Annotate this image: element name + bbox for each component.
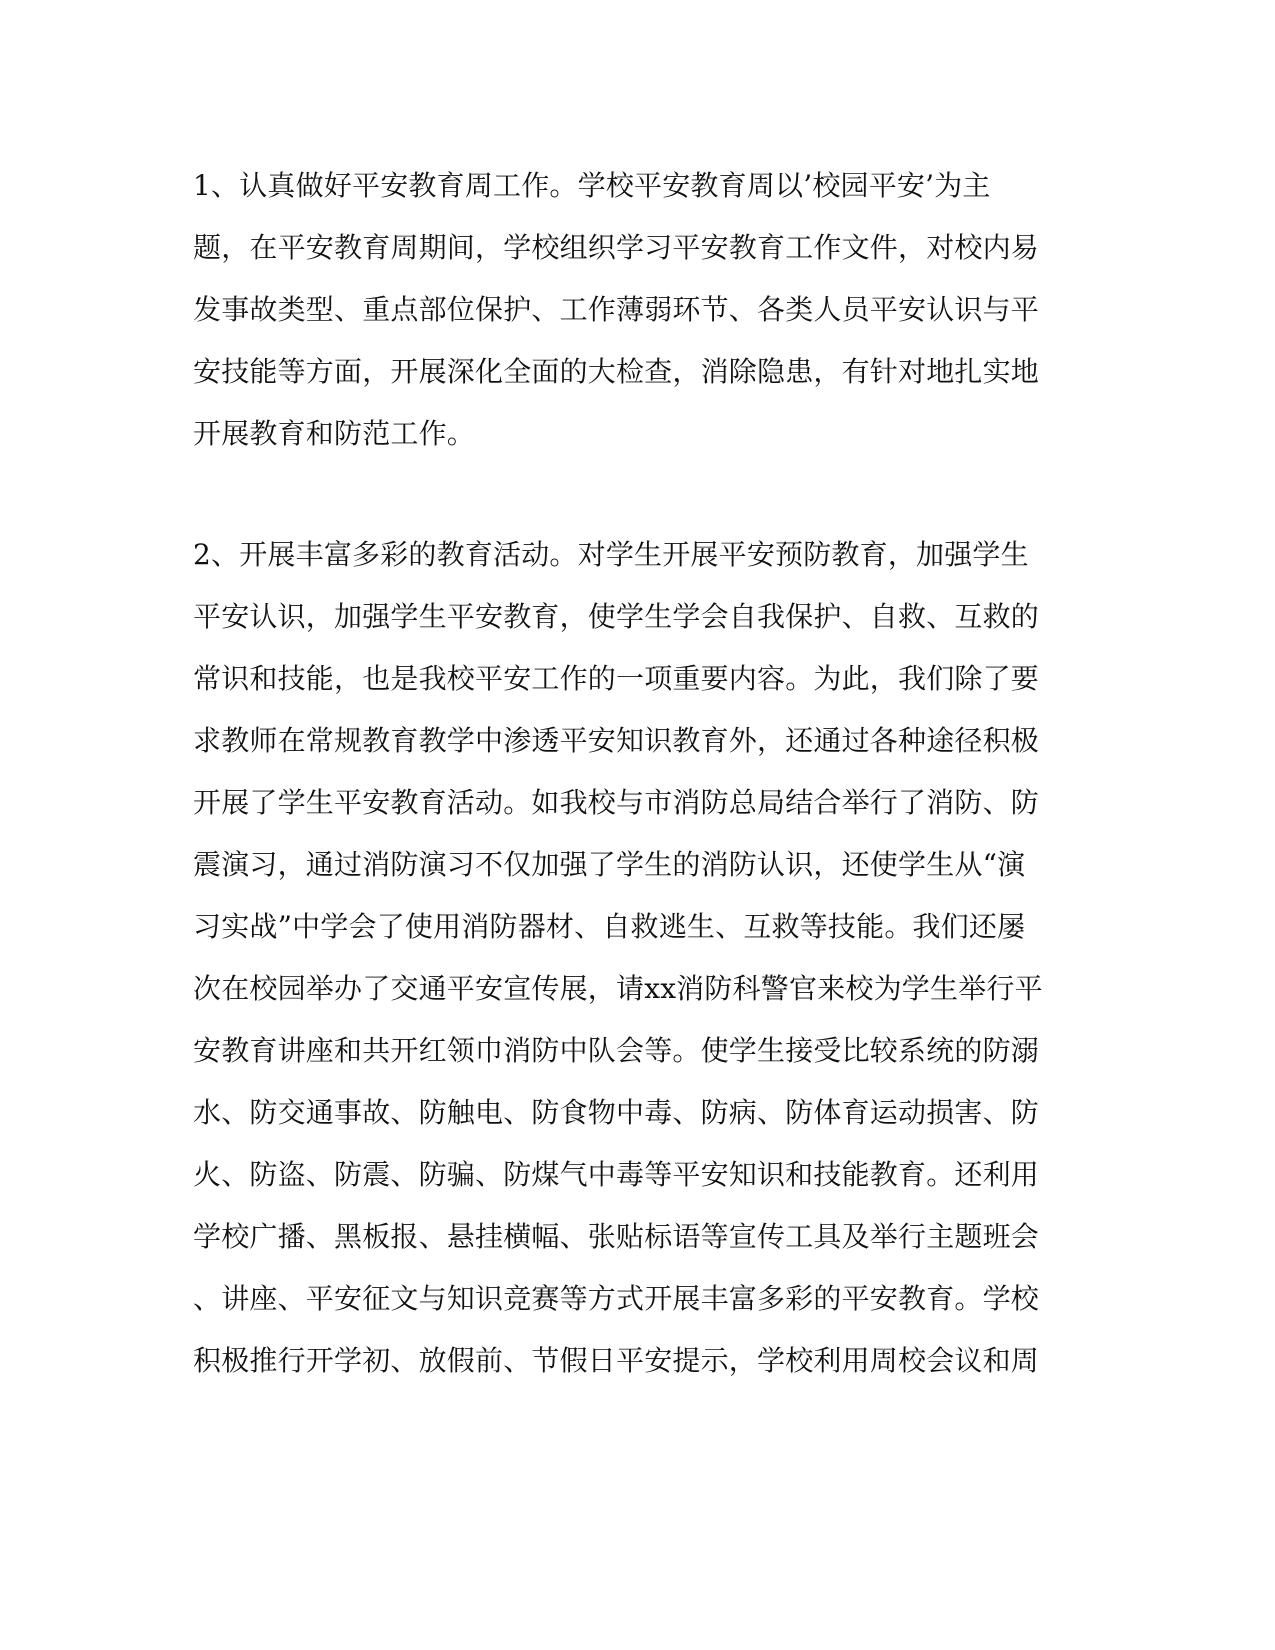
paragraph-line: 火、防盗、防震、防骗、防煤气中毒等平安知识和技能教育。还利用: [193, 1158, 1040, 1191]
paragraph-line: 水、防交通事故、防触电、防食物中毒、防病、防体育运动损害、防: [193, 1096, 1040, 1129]
paragraph-line: 开展了学生平安教育活动。如我校与市消防总局结合举行了消防、防: [193, 786, 1040, 819]
paragraph-line: 学校广播、黑板报、悬挂横幅、张贴标语等宣传工具及举行主题班会: [193, 1220, 1040, 1253]
paragraph-line: 平安认识，加强学生平安教育，使学生学会自我保护、自救、互救的: [193, 600, 1040, 633]
paragraph-line: 、讲座、平安征文与知识竞赛等方式开展丰富多彩的平安教育。学校: [193, 1282, 1040, 1315]
paragraph-line: 2、开展丰富多彩的教育活动。对学生开展平安预防教育，加强学生: [193, 538, 1029, 571]
paragraph-line: 开展教育和防范工作。: [193, 417, 476, 450]
paragraph-line: 1、认真做好平安教育周工作。学校平安教育周以’校园平安’为主: [193, 169, 991, 202]
paragraph-line: 积极推行开学初、放假前、节假日平安提示，学校利用周校会议和周: [193, 1344, 1040, 1377]
paragraph-line: 次在校园举办了交通平安宣传展，请xx消防科警官来校为学生举行平: [193, 972, 1043, 1005]
paragraph-line: 求教师在常规教育教学中渗透平安知识教育外，还通过各种途径积极: [193, 724, 1040, 757]
paragraph-line: 发事故类型、重点部位保护、工作薄弱环节、各类人员平安认识与平: [193, 293, 1040, 326]
paragraph-line: 安教育讲座和共开红领巾消防中队会等。使学生接受比较系统的防溺: [193, 1034, 1040, 1067]
paragraph-line: 习实战”中学会了使用消防器材、自救逃生、互救等技能。我们还屡: [193, 910, 1026, 943]
paragraph-line: 题，在平安教育周期间，学校组织学习平安教育工作文件，对校内易: [193, 231, 1040, 264]
paragraph-line: 安技能等方面，开展深化全面的大检查，消除隐患，有针对地扎实地: [193, 355, 1040, 388]
paragraph-line: 震演习，通过消防演习不仅加强了学生的消防认识，还使学生从“演: [193, 848, 1026, 881]
paragraph-line: 常识和技能，也是我校平安工作的一项重要内容。为此，我们除了要: [193, 662, 1040, 695]
